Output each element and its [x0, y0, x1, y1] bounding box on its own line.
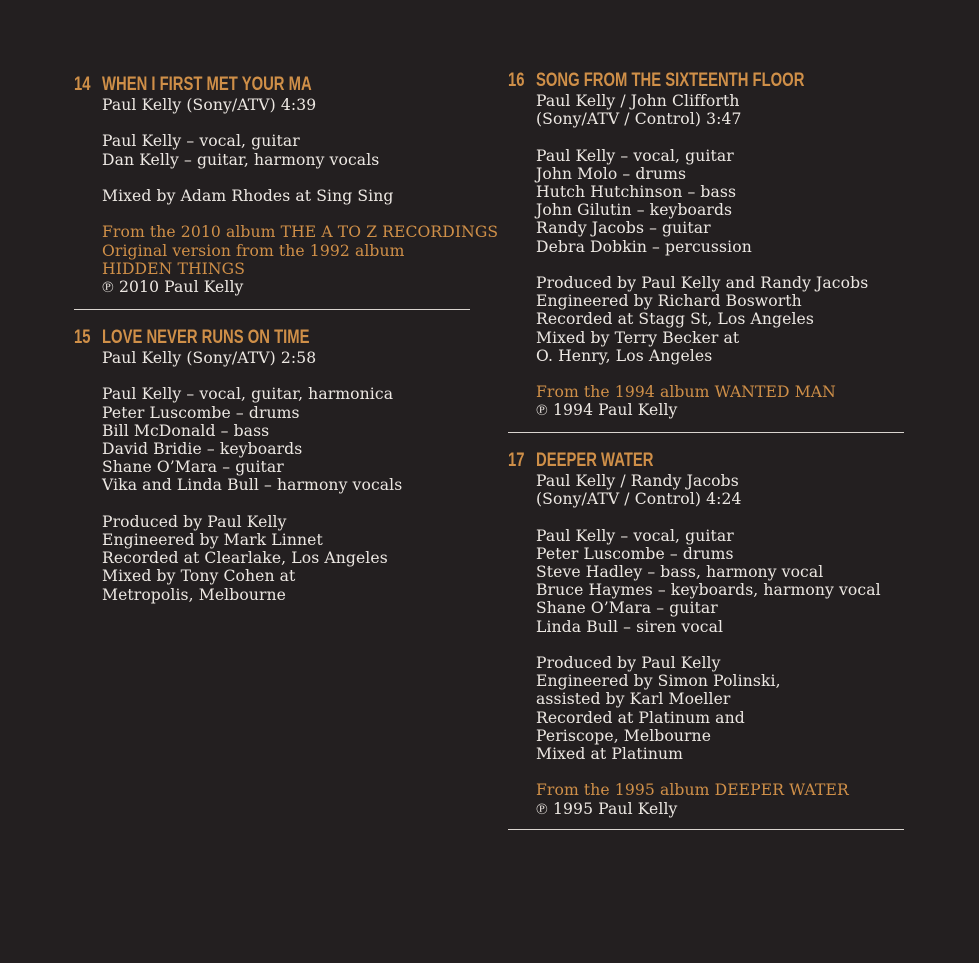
copyright-line: ℗ 2010 Paul Kelly — [102, 277, 244, 296]
source-line: HIDDEN THINGS — [102, 259, 245, 278]
track-header — [74, 327, 470, 349]
production-line: Recorded at Clearlake, Los Angeles — [102, 549, 388, 568]
source-line: Original version from the 1992 album — [102, 241, 405, 260]
track-notes — [536, 472, 904, 818]
personnel-line: Bruce Haymes – keyboards, harmony vocal — [536, 581, 881, 600]
personnel-line: Paul Kelly – vocal, guitar, harmonica — [102, 385, 394, 404]
personnel-line: John Gilutin – keyboards — [536, 201, 733, 220]
source-line: From the 1995 album DEEPER WATER — [536, 781, 849, 800]
track-14 — [74, 74, 499, 296]
personnel-line: Peter Luscombe – drums — [102, 403, 300, 422]
personnel-line: Paul Kelly – vocal, guitar — [536, 146, 734, 165]
personnel-line: Paul Kelly – vocal, guitar — [536, 526, 734, 545]
songwriter-credit: (Sony/ATV / Control) 4:24 — [536, 490, 742, 509]
track-title: DEEPER WATER — [536, 450, 654, 471]
track-number: 16 — [508, 70, 525, 91]
track-16 — [508, 70, 904, 420]
songwriter-credit: Paul Kelly (Sony/ATV) 4:39 — [102, 96, 317, 114]
songwriter-credit: (Sony/ATV / Control) 3:47 — [536, 110, 742, 129]
production-line: Recorded at Stagg St, Los Angeles — [536, 310, 814, 329]
personnel-line: David Bridie – keyboards — [102, 440, 303, 458]
production-line: Recorded at Platinum and — [536, 708, 745, 727]
track-title: WHEN I FIRST MET YOUR MA — [102, 74, 312, 95]
production-line: Periscope, Melbourne — [536, 726, 712, 745]
copyright-line: ℗ 1995 Paul Kelly — [536, 799, 678, 818]
personnel-line: Shane O’Mara – guitar — [102, 458, 284, 477]
personnel-line: Shane O’Mara – guitar — [536, 599, 718, 618]
personnel-line: Vika and Linda Bull – harmony vocals — [102, 476, 403, 495]
track-title: SONG FROM THE SIXTEENTH FLOOR — [536, 70, 805, 91]
track-notes — [536, 92, 904, 420]
production-line: Mixed at Platinum — [536, 745, 684, 764]
divider-rule — [508, 432, 904, 433]
personnel-line: Randy Jacobs – guitar — [536, 219, 711, 238]
production-line: Produced by Paul Kelly and Randy Jacobs — [536, 274, 869, 292]
personnel-line: John Molo – drums — [536, 164, 687, 183]
track-header — [508, 450, 904, 472]
track-number: 17 — [508, 450, 525, 471]
production-line: Engineered by Simon Polinski, — [536, 672, 781, 691]
production-line: Produced by Paul Kelly — [536, 654, 721, 672]
track-17 — [508, 450, 904, 818]
production-line: Produced by Paul Kelly — [102, 512, 287, 531]
copyright-line: ℗ 1994 Paul Kelly — [536, 401, 678, 420]
track-15 — [74, 327, 470, 604]
production-line: Mixed by Adam Rhodes at Sing Sing — [102, 186, 394, 205]
personnel-line: Debra Dobkin – percussion — [536, 237, 752, 256]
personnel-line: Steve Hadley – bass, harmony vocal — [536, 563, 824, 581]
production-line: assisted by Karl Moeller — [536, 690, 731, 709]
songwriter-credit: Paul Kelly / John Clifforth — [536, 92, 740, 110]
track-number: 15 — [74, 327, 91, 348]
production-line: Engineered by Richard Bosworth — [536, 292, 802, 311]
track-header — [508, 70, 904, 92]
track-notes — [102, 96, 499, 296]
production-line: Metropolis, Melbourne — [102, 585, 286, 604]
production-line: Mixed by Tony Cohen at — [102, 567, 296, 586]
personnel-line: Paul Kelly – vocal, guitar — [102, 132, 300, 151]
production-line: Engineered by Mark Linnet — [102, 531, 323, 549]
personnel-line: Hutch Hutchinson – bass — [536, 183, 737, 201]
track-notes — [102, 349, 470, 604]
personnel-line: Bill McDonald – bass — [102, 421, 270, 440]
songwriter-credit: Paul Kelly / Randy Jacobs — [536, 472, 739, 490]
track-number: 14 — [74, 74, 91, 95]
production-line: Mixed by Terry Becker at — [536, 328, 740, 347]
divider-rule — [508, 829, 904, 830]
personnel-line: Linda Bull – siren vocal — [536, 617, 724, 636]
production-line: O. Henry, Los Angeles — [536, 346, 713, 365]
songwriter-credit: Paul Kelly (Sony/ATV) 2:58 — [102, 349, 317, 367]
source-line: From the 2010 album THE A TO Z RECORDINGS — [102, 223, 499, 242]
source-line: From the 1994 album WANTED MAN — [536, 383, 836, 402]
personnel-line: Dan Kelly – guitar, harmony vocals — [102, 150, 380, 169]
track-title: LOVE NEVER RUNS ON TIME — [102, 327, 310, 348]
track-header — [74, 74, 470, 96]
personnel-line: Peter Luscombe – drums — [536, 544, 734, 563]
divider-rule — [74, 309, 470, 310]
